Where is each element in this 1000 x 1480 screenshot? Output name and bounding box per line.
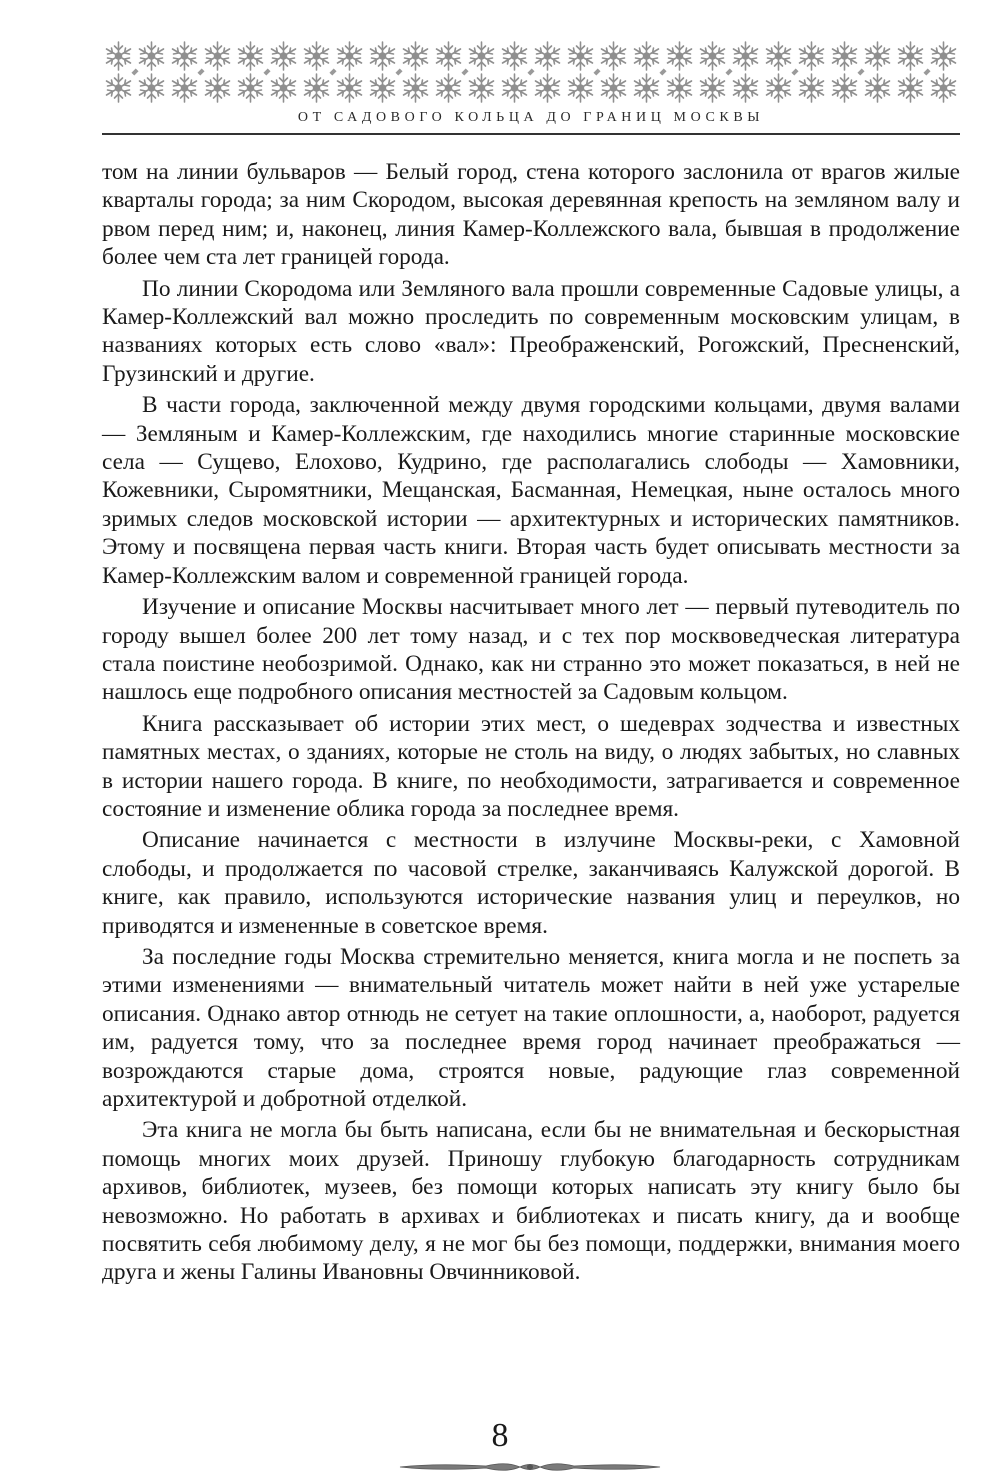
- header-divider: [102, 133, 960, 135]
- paragraph: Описание начинается с местности в излучине Москвы-реки, с Хамовной слободы, и продолжается по часовой стрелке, заканчиваясь Калужской дорогой. В книге, как правило, используются исторические названия улиц и переулков, но приводятся и измененные в советское время.: [102, 827, 960, 939]
- paragraph: том на линии бульваров — Белый город, стена которого заслонила от врагов жилые кварталы города; за ним Скородом, высокая деревянная крепость на земляном валу и рвом перед ним; и, наконец, линия Камер-Коллежского вала, бывшая в продолжение более чем ста лет границей города.: [102, 159, 960, 271]
- body-text: [102, 158, 960, 1290]
- paragraph: В части города, заключенной между двумя городскими кольцами, двумя валами — Земляным и Камер-Коллежским, где находились многие старинные московские села — Сущево, Елохово, Кудрино, где располагались слободы — Хамовники, Кожевники, Сыромятники, Мещанская, Басманная, Немецкая, ныне осталось много зримых следов московской истории — архитектурных и исторических памятников. Этому и посвящена первая часть книги. Вторая часть будет описывать местности за Камер-Коллежским валом и современной границей города.: [102, 392, 960, 589]
- paragraph: Изучение и описание Москвы насчитывает много лет — первый путеводитель по городу вышел более 200 лет тому назад, и с тех пор москвоведческая литература стала поистине необозримой. Однако, как ни странно это может показаться, в ней не нашлось еще подробного описания местностей за Садовым кольцом.: [102, 594, 960, 706]
- page-number: 8: [491, 1417, 509, 1454]
- scroll-ornament-icon: [396, 1460, 664, 1474]
- paragraph: Эта книга не могла бы быть написана, если бы не внимательная и бескорыстная помощь многих моих друзей. Приношу глубокую благодарность сотрудникам архивов, библиотек, музеев, без помощи которых написать эту книгу было бы невозможно. Но работать в архивах и библиотеках и писать книгу, да и вообще посвятить себя любимому делу, я не мог бы без помощи, поддержки, внимания моего друга и жены Галины Ивановны Овчинниковой.: [102, 1117, 960, 1286]
- paragraph: За последние годы Москва стремительно меняется, книга могла и не поспеть за этими изменениями — внимательный читатель может найти в ней уже устарелые описания. Однако автор отнюдь не сетует на такие оплошности, а, наоборот, радуется им, радуется тому, что за последнее время город начинает преображаться — возрождаются старые дома, строятся новые, радующие глаз современной архитектурой и добротной отделкой.: [102, 943, 960, 1112]
- snowflake-ornament-icon: [102, 40, 960, 104]
- paragraph: Книга рассказывает об истории этих мест, о шедеврах зодчества и известных памятных местах, о зданиях, которые не столь на виду, о людях забытых, но славных в истории нашего города. В книге, по необходимости, затрагивается и современное состояние и изменение облика города за последнее время.: [102, 710, 960, 822]
- running-header: ОТ САДОВОГО КОЛЬЦА ДО ГРАНИЦ МОСКВЫ: [297, 110, 765, 125]
- paragraph: По линии Скородома или Земляного вала прошли современные Садовые улицы, а Камер-Коллежский вал можно проследить по современным московским улицам, в названиях которых есть слово «вал»: Преображенский, Рогожский, Пресненский, Грузинский и другие.: [102, 275, 960, 387]
